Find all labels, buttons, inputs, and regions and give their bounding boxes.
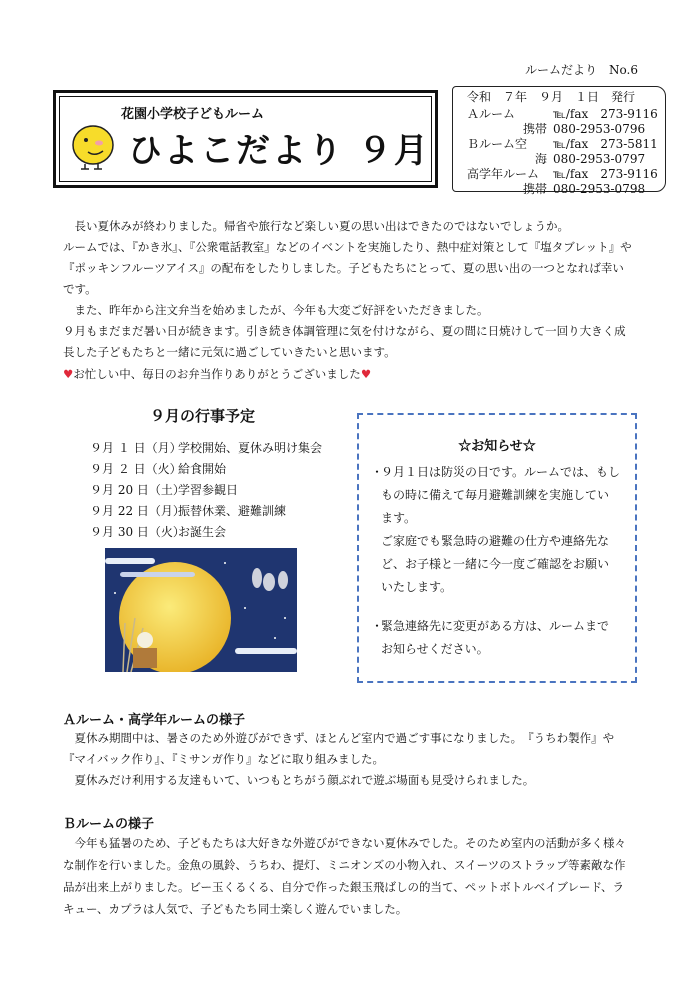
- intro-line: 長い夏休みが終わりました。帰省や旅行など楽しい夏の思い出はできたのではないでしょうか。: [63, 219, 569, 233]
- event-date: ９月 30 日（火）: [90, 525, 185, 539]
- event-text: お誕生会: [178, 525, 227, 539]
- title-banner: [53, 90, 438, 188]
- contact-row: [467, 137, 658, 152]
- contact-number: 273-9116: [600, 107, 658, 121]
- contact-row: [467, 152, 645, 167]
- thanks-text: お忙しい中、毎日のお弁当作りありがとうございました: [73, 367, 361, 381]
- notice-line: 緊急連絡先に変更がある方は、ルームまで: [381, 619, 610, 633]
- contact-label: 携帯: [522, 182, 547, 196]
- notice-line: もの時に備えて毎月避難訓練を実施してい: [381, 488, 610, 502]
- contact-label: 海: [534, 152, 547, 166]
- school-name: 花園小学校子どもルーム: [121, 107, 265, 122]
- notice-line: ご家庭でも緊急時の避難の仕方や連絡先な: [381, 534, 610, 548]
- contact-row: [467, 182, 645, 197]
- event-text: 学校開始、夏休み明け集会: [178, 441, 323, 455]
- section-a-line: 『マイバック作り』、『ミサンガ作り』などに取り組みました。: [63, 752, 384, 766]
- bullet: ・: [371, 465, 384, 479]
- notice-line: ます。: [381, 511, 417, 525]
- event-date: ９月 ２ 日（火）: [90, 462, 182, 476]
- heart-icon: ♥: [360, 367, 372, 381]
- notice-line: お知らせください。: [381, 642, 489, 656]
- contact-type: ℡/fax: [553, 167, 589, 181]
- event-item: [90, 502, 286, 519]
- moon-illustration: [105, 548, 297, 672]
- event-item: [90, 481, 238, 498]
- issue-number: ルームだより No.6: [525, 63, 638, 77]
- event-item: [90, 460, 226, 477]
- contact-number: 273-5811: [600, 137, 658, 151]
- event-text: 振替休業、避難訓練: [178, 504, 287, 518]
- contact-number: 080-2953-0798: [553, 182, 646, 196]
- contact-row: [467, 122, 645, 137]
- contact-label: 携帯: [522, 122, 547, 136]
- section-b-line: 品が出来上がりました。ビー玉くるくる、自分で作った銀玉飛ばしの的当て、ペットボトルベイブレード、ラ: [63, 880, 624, 894]
- intro-line: 『ポッキンフルーツアイス』の配布をしたりしました。子どもたちにとって、夏の思い出の一つとなれば幸い: [63, 261, 624, 275]
- contact-label: Ａルーム: [467, 107, 516, 121]
- contact-row: [467, 167, 658, 182]
- event-text: 学習参観日: [178, 483, 239, 497]
- notice-line: ど、お子様と一緒に今一度ご確認をお願い: [381, 557, 610, 571]
- issue-date: 令和 ７年 ９月 １日 発行: [467, 90, 636, 104]
- event-item: [90, 439, 322, 456]
- contact-label: 高学年ルーム: [467, 167, 540, 181]
- event-date: ９月 １ 日（月）: [90, 441, 182, 455]
- section-b-heading: Ｂルームの様子: [63, 817, 155, 832]
- contact-label: Ｂルーム空: [467, 137, 528, 151]
- event-text: 給食開始: [178, 462, 227, 476]
- heart-icon: ♥: [63, 367, 74, 381]
- contact-number: 273-9116: [600, 167, 658, 181]
- intro-line: です。: [63, 282, 97, 296]
- section-a-line: 夏休みだけ利用する友達もいて、いつもとちがう顔ぶれで遊ぶ場面も見受けられました。: [63, 773, 535, 787]
- contact-scroll: [452, 86, 666, 196]
- contact-number: 080-2953-0796: [553, 122, 646, 136]
- contact-type: ℡/fax: [553, 107, 589, 121]
- section-b-line: な制作を行いました。金魚の風鈴、うちわ、提灯、ミニオンズの小物入れ、スイーツのストラップ等素敵な作: [63, 858, 626, 872]
- newsletter-title: ひよこだより ９月: [128, 131, 430, 171]
- bullet: ・: [371, 619, 384, 633]
- notice-line: いたします。: [381, 580, 453, 594]
- intro-line: また、昨年から注文弁当を始めましたが、今年も大変ご好評をいただきました。: [63, 303, 489, 317]
- event-date: ９月 20 日（土）: [90, 483, 185, 497]
- section-a-heading: Ａルーム・高学年ルームの様子: [63, 713, 246, 728]
- contact-number: 080-2953-0797: [553, 152, 646, 166]
- chick-icon: [68, 121, 118, 171]
- events-title: ９月の行事予定: [150, 407, 256, 425]
- notice-title: ☆お知らせ☆: [458, 439, 536, 454]
- thanks-line: [63, 366, 371, 382]
- intro-line: ９月もまだまだ暑い日が続きます。引き続き体調管理に気を付けながら、夏の間に日焼けして一回り大きく成: [63, 324, 626, 338]
- notice-line: ９月１日は防災の日です。ルームでは、もし: [381, 465, 621, 479]
- intro-line: 長した子どもたちと一緒に元気に過ごしていきたいと思います。: [63, 345, 396, 359]
- section-a-line: 夏休み期間中は、暑さのため外遊びができず、ほとんど室内で過ごす事になりました。 『うちわ製作』や: [63, 731, 615, 745]
- contact-type: ℡/fax: [553, 137, 589, 151]
- intro-line: ルームでは、『かき氷』、『公衆電話教室』などのイベントを実施したり、熱中症対策として『塩タブレット』や: [63, 240, 632, 254]
- event-item: [90, 523, 226, 540]
- notice-box: [357, 413, 637, 683]
- section-b-line: 今年も猛暑のため、子どもたちは大好きな外遊びができない夏休みでした。そのため室内の活動が多く様々: [63, 836, 627, 850]
- contact-row: [467, 107, 658, 122]
- event-date: ９月 22 日（月）: [90, 504, 185, 518]
- section-b-line: キュー、カプラは人気で、子どもたち同士楽しく遊んでいました。: [63, 902, 408, 916]
